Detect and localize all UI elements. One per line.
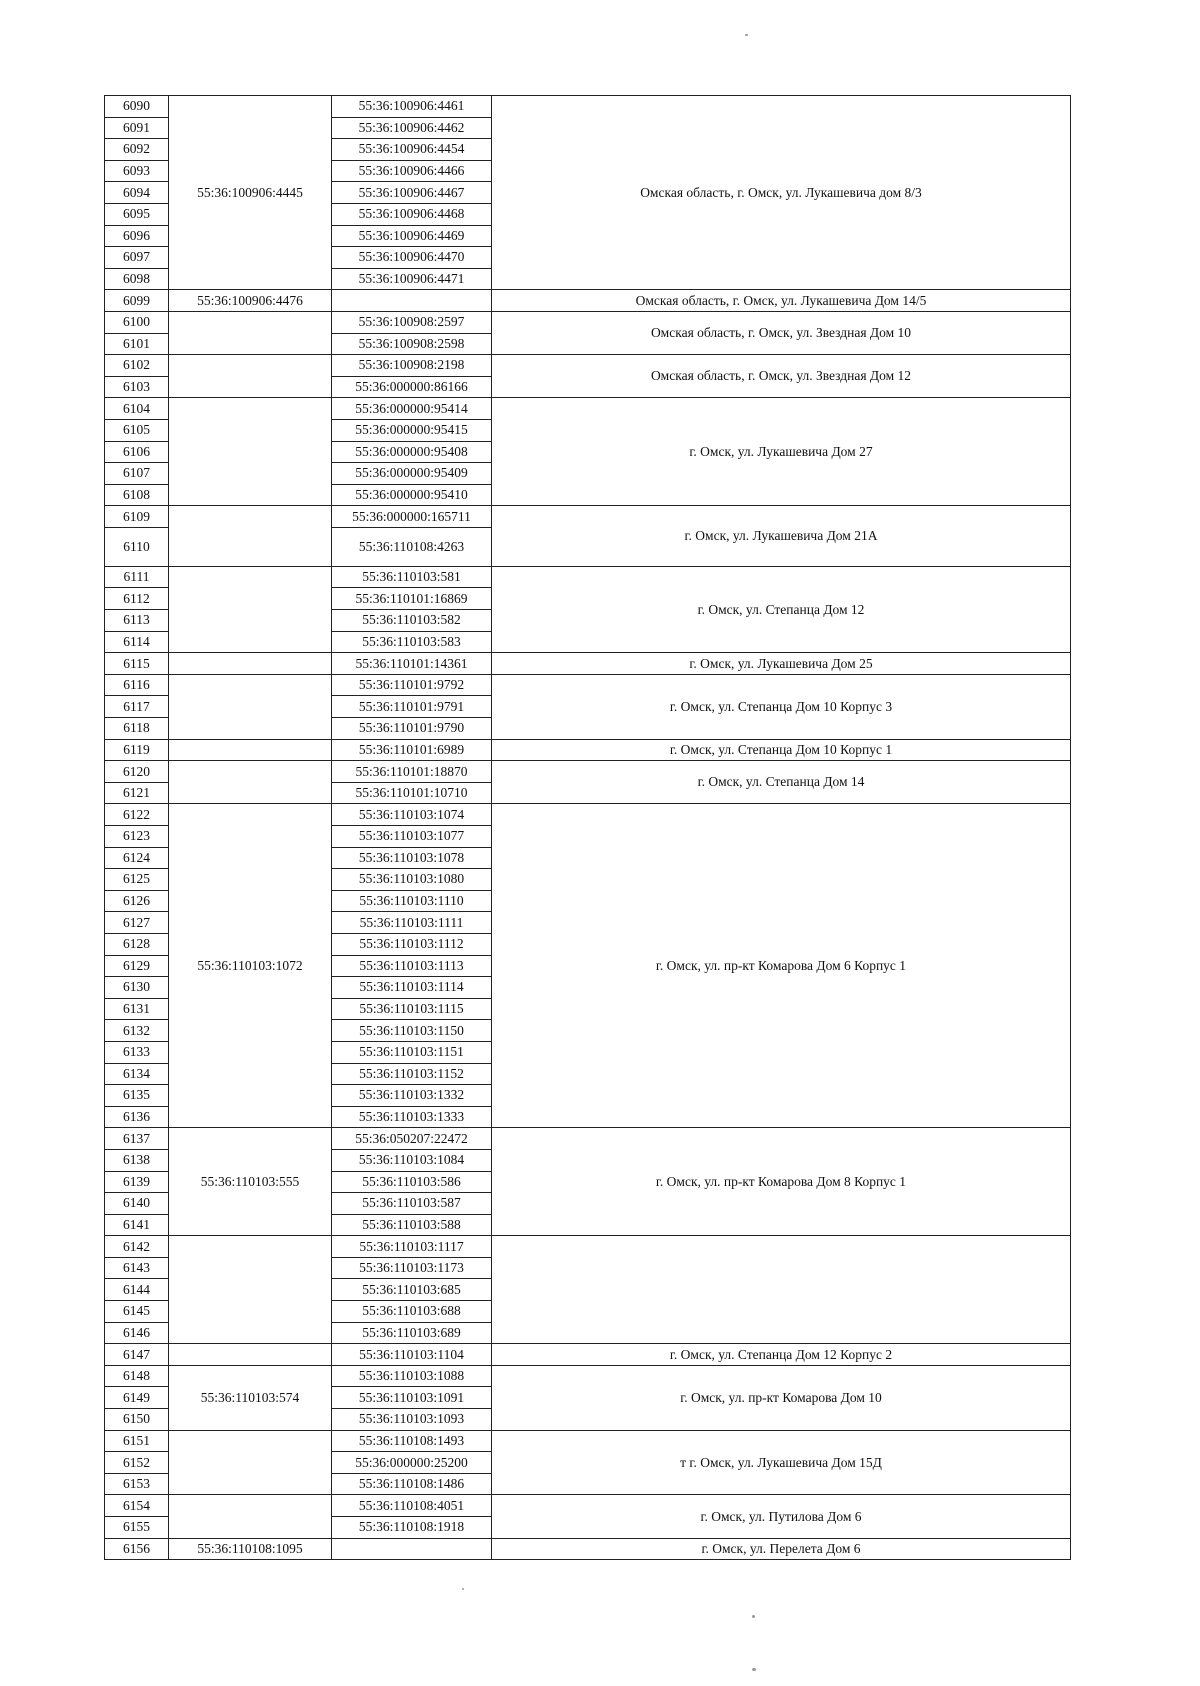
address-cell: г. Омск, ул. пр-кт Комарова Дом 10	[492, 1365, 1071, 1430]
row-number-cell: 6129	[105, 955, 169, 977]
row-number-cell: 6121	[105, 782, 169, 804]
address-cell: Омская область, г. Омск, ул. Лукашевича дом 8/3	[492, 96, 1071, 290]
cadastral-number-cell: 55:36:110103:1074	[332, 804, 492, 826]
address-cell: г. Омск, ул. Степанца Дом 12 Корпус 2	[492, 1344, 1071, 1366]
table-row	[105, 653, 1071, 675]
row-number-cell: 6091	[105, 117, 169, 139]
table-row	[105, 311, 1071, 333]
cadastral-number-cell: 55:36:100908:2597	[332, 311, 492, 333]
row-number-cell: 6139	[105, 1171, 169, 1193]
cadastral-number-cell: 55:36:100906:4462	[332, 117, 492, 139]
row-number-cell: 6143	[105, 1257, 169, 1279]
cadastral-number-cell: 55:36:110103:1333	[332, 1106, 492, 1128]
row-number-cell: 6142	[105, 1236, 169, 1258]
cadastral-number-cell: 55:36:100906:4461	[332, 96, 492, 118]
row-number-cell: 6107	[105, 463, 169, 485]
row-number-cell: 6112	[105, 588, 169, 610]
address-cell: г. Омск, ул. Лукашевича Дом 27	[492, 398, 1071, 506]
address-cell: т г. Омск, ул. Лукашевича Дом 15Д	[492, 1430, 1071, 1495]
row-number-cell: 6122	[105, 804, 169, 826]
address-cell: г. Омск, ул. Степанца Дом 12	[492, 566, 1071, 652]
row-number-cell: 6104	[105, 398, 169, 420]
row-number-cell: 6105	[105, 419, 169, 441]
cadastral-number-cell: 55:36:110101:18870	[332, 761, 492, 783]
cadastral-number-cell: 55:36:110108:1493	[332, 1430, 492, 1452]
row-number-cell: 6094	[105, 182, 169, 204]
cadastral-number-cell: 55:36:000000:95408	[332, 441, 492, 463]
cadastral-number-cell: 55:36:110101:6989	[332, 739, 492, 761]
cadastral-number-cell: 55:36:110103:586	[332, 1171, 492, 1193]
row-number-cell: 6146	[105, 1322, 169, 1344]
cadastral-number-cell: 55:36:110103:1078	[332, 847, 492, 869]
address-cell: Омская область, г. Омск, ул. Звездная Дом 12	[492, 355, 1071, 398]
row-number-cell: 6123	[105, 826, 169, 848]
row-number-cell: 6111	[105, 566, 169, 588]
table-row	[105, 1495, 1071, 1517]
cadastral-number-cell: 55:36:100906:4470	[332, 247, 492, 269]
row-number-cell: 6116	[105, 674, 169, 696]
row-number-cell: 6155	[105, 1517, 169, 1539]
cadastral-number-cell: 55:36:110103:1151	[332, 1041, 492, 1063]
cadastral-number-cell: 55:36:110103:1112	[332, 933, 492, 955]
parent-cadastral-number-cell	[169, 1236, 332, 1344]
cadastral-number-cell: 55:36:100906:4466	[332, 160, 492, 182]
row-number-cell: 6140	[105, 1193, 169, 1215]
cadastral-number-cell: 55:36:110108:4263	[332, 527, 492, 566]
cadastral-number-cell: 55:36:110101:16869	[332, 588, 492, 610]
cadastral-number-cell: 55:36:100906:4471	[332, 268, 492, 290]
cadastral-number-cell: 55:36:110103:1152	[332, 1063, 492, 1085]
parent-cadastral-number-cell	[169, 398, 332, 506]
parent-cadastral-number-cell	[169, 739, 332, 761]
parent-cadastral-number-cell: 55:36:100906:4445	[169, 96, 332, 290]
row-number-cell: 6093	[105, 160, 169, 182]
cadastral-number-cell: 55:36:110101:10710	[332, 782, 492, 804]
row-number-cell: 6114	[105, 631, 169, 653]
cadastral-number-cell: 55:36:110108:4051	[332, 1495, 492, 1517]
row-number-cell: 6090	[105, 96, 169, 118]
table-row	[105, 804, 1071, 826]
row-number-cell: 6127	[105, 912, 169, 934]
cadastral-number-cell: 55:36:110103:1077	[332, 826, 492, 848]
row-number-cell: 6149	[105, 1387, 169, 1409]
row-number-cell: 6144	[105, 1279, 169, 1301]
cadastral-number-cell: 55:36:050207:22472	[332, 1128, 492, 1150]
row-number-cell: 6151	[105, 1430, 169, 1452]
parent-cadastral-number-cell: 55:36:110103:574	[169, 1365, 332, 1430]
row-number-cell: 6145	[105, 1301, 169, 1323]
row-number-cell: 6115	[105, 653, 169, 675]
cadastral-number-cell: 55:36:100908:2198	[332, 355, 492, 377]
cadastral-number-cell: 55:36:100906:4469	[332, 225, 492, 247]
parent-cadastral-number-cell	[169, 355, 332, 398]
address-cell: г. Омск, ул. Перелета Дом 6	[492, 1538, 1071, 1560]
row-number-cell: 6092	[105, 139, 169, 161]
row-number-cell: 6154	[105, 1495, 169, 1517]
cadastral-number-cell: 55:36:110103:582	[332, 610, 492, 632]
cadastral-number-cell: 55:36:100906:4468	[332, 203, 492, 225]
row-number-cell: 6147	[105, 1344, 169, 1366]
table-row	[105, 739, 1071, 761]
address-cell: г. Омск, ул. Лукашевича Дом 25	[492, 653, 1071, 675]
cadastral-number-cell: 55:36:100906:4467	[332, 182, 492, 204]
cadastral-number-cell: 55:36:100908:2598	[332, 333, 492, 355]
table-row	[105, 290, 1071, 312]
parent-cadastral-number-cell: 55:36:100906:4476	[169, 290, 332, 312]
row-number-cell: 6133	[105, 1041, 169, 1063]
row-number-cell: 6119	[105, 739, 169, 761]
cadastral-register-table	[104, 95, 1071, 1560]
row-number-cell: 6128	[105, 933, 169, 955]
row-number-cell: 6132	[105, 1020, 169, 1042]
cadastral-number-cell: 55:36:110103:581	[332, 566, 492, 588]
address-cell: г. Омск, ул. Степанца Дом 10 Корпус 1	[492, 739, 1071, 761]
row-number-cell: 6137	[105, 1128, 169, 1150]
scan-speck	[752, 1615, 755, 1618]
row-number-cell: 6095	[105, 203, 169, 225]
cadastral-number-cell: 55:36:110101:9791	[332, 696, 492, 718]
address-cell: Омская область, г. Омск, ул. Звездная Дом 10	[492, 311, 1071, 354]
parent-cadastral-number-cell	[169, 311, 332, 354]
cadastral-number-cell: 55:36:110103:583	[332, 631, 492, 653]
cadastral-number-cell: 55:36:110103:1113	[332, 955, 492, 977]
table-row	[105, 506, 1071, 528]
address-cell	[492, 1236, 1071, 1344]
row-number-cell: 6126	[105, 890, 169, 912]
table-row	[105, 1344, 1071, 1366]
address-cell: Омская область, г. Омск, ул. Лукашевича Дом 14/5	[492, 290, 1071, 312]
cadastral-number-cell: 55:36:110103:1115	[332, 998, 492, 1020]
scan-speck	[752, 1668, 756, 1671]
row-number-cell: 6150	[105, 1409, 169, 1431]
cadastral-number-cell: 55:36:000000:95410	[332, 484, 492, 506]
cadastral-number-cell: 55:36:110103:688	[332, 1301, 492, 1323]
row-number-cell: 6130	[105, 977, 169, 999]
cadastral-number-cell: 55:36:110103:1104	[332, 1344, 492, 1366]
cadastral-number-cell: 55:36:110103:1091	[332, 1387, 492, 1409]
row-number-cell: 6117	[105, 696, 169, 718]
row-number-cell: 6096	[105, 225, 169, 247]
address-cell: г. Омск, ул. Путилова Дом 6	[492, 1495, 1071, 1538]
row-number-cell: 6099	[105, 290, 169, 312]
parent-cadastral-number-cell	[169, 506, 332, 567]
row-number-cell: 6138	[105, 1149, 169, 1171]
cadastral-number-cell: 55:36:000000:165711	[332, 506, 492, 528]
cadastral-number-cell: 55:36:110103:588	[332, 1214, 492, 1236]
row-number-cell: 6125	[105, 869, 169, 891]
cadastral-number-cell: 55:36:110103:1173	[332, 1257, 492, 1279]
row-number-cell: 6098	[105, 268, 169, 290]
row-number-cell: 6106	[105, 441, 169, 463]
cadastral-number-cell: 55:36:110101:9790	[332, 718, 492, 740]
parent-cadastral-number-cell	[169, 761, 332, 804]
cadastral-number-cell: 55:36:110108:1918	[332, 1517, 492, 1539]
row-number-cell: 6141	[105, 1214, 169, 1236]
cadastral-number-cell: 55:36:000000:95415	[332, 419, 492, 441]
cadastral-number-cell	[332, 290, 492, 312]
row-number-cell: 6110	[105, 527, 169, 566]
cadastral-number-cell: 55:36:110103:1093	[332, 1409, 492, 1431]
table-row	[105, 1365, 1071, 1387]
cadastral-number-cell	[332, 1538, 492, 1560]
cadastral-number-cell: 55:36:110103:1084	[332, 1149, 492, 1171]
row-number-cell: 6101	[105, 333, 169, 355]
parent-cadastral-number-cell	[169, 653, 332, 675]
parent-cadastral-number-cell: 55:36:110103:1072	[169, 804, 332, 1128]
table-body	[105, 96, 1071, 1560]
row-number-cell: 6118	[105, 718, 169, 740]
cadastral-number-cell: 55:36:110103:1111	[332, 912, 492, 934]
table-row	[105, 96, 1071, 118]
row-number-cell: 6097	[105, 247, 169, 269]
cadastral-number-cell: 55:36:110103:1088	[332, 1365, 492, 1387]
table-row	[105, 398, 1071, 420]
parent-cadastral-number-cell: 55:36:110108:1095	[169, 1538, 332, 1560]
cadastral-number-cell: 55:36:110103:1110	[332, 890, 492, 912]
cadastral-number-cell: 55:36:110101:9792	[332, 674, 492, 696]
table-row	[105, 674, 1071, 696]
cadastral-number-cell: 55:36:000000:86166	[332, 376, 492, 398]
parent-cadastral-number-cell	[169, 1344, 332, 1366]
cadastral-number-cell: 55:36:000000:25200	[332, 1452, 492, 1474]
table-row	[105, 566, 1071, 588]
row-number-cell: 6148	[105, 1365, 169, 1387]
parent-cadastral-number-cell	[169, 1430, 332, 1495]
address-cell: г. Омск, ул. пр-кт Комарова Дом 6 Корпус 1	[492, 804, 1071, 1128]
cadastral-number-cell: 55:36:100906:4454	[332, 139, 492, 161]
cadastral-number-cell: 55:36:000000:95414	[332, 398, 492, 420]
cadastral-number-cell: 55:36:110103:689	[332, 1322, 492, 1344]
row-number-cell: 6156	[105, 1538, 169, 1560]
row-number-cell: 6100	[105, 311, 169, 333]
scan-speck	[745, 34, 748, 36]
cadastral-number-cell: 55:36:110103:1114	[332, 977, 492, 999]
parent-cadastral-number-cell: 55:36:110103:555	[169, 1128, 332, 1236]
table-row	[105, 1538, 1071, 1560]
row-number-cell: 6134	[105, 1063, 169, 1085]
cadastral-number-cell: 55:36:110103:587	[332, 1193, 492, 1215]
table-row	[105, 761, 1071, 783]
cadastral-number-cell: 55:36:000000:95409	[332, 463, 492, 485]
address-cell: г. Омск, ул. пр-кт Комарова Дом 8 Корпус 1	[492, 1128, 1071, 1236]
table-row	[105, 1430, 1071, 1452]
cadastral-number-cell: 55:36:110108:1486	[332, 1473, 492, 1495]
cadastral-number-cell: 55:36:110101:14361	[332, 653, 492, 675]
address-cell: г. Омск, ул. Степанца Дом 14	[492, 761, 1071, 804]
row-number-cell: 6136	[105, 1106, 169, 1128]
cadastral-number-cell: 55:36:110103:1332	[332, 1085, 492, 1107]
row-number-cell: 6102	[105, 355, 169, 377]
row-number-cell: 6120	[105, 761, 169, 783]
parent-cadastral-number-cell	[169, 566, 332, 652]
parent-cadastral-number-cell	[169, 1495, 332, 1538]
row-number-cell: 6109	[105, 506, 169, 528]
row-number-cell: 6135	[105, 1085, 169, 1107]
row-number-cell: 6108	[105, 484, 169, 506]
cadastral-number-cell: 55:36:110103:1117	[332, 1236, 492, 1258]
table-row	[105, 1128, 1071, 1150]
row-number-cell: 6131	[105, 998, 169, 1020]
cadastral-number-cell: 55:36:110103:1150	[332, 1020, 492, 1042]
row-number-cell: 6153	[105, 1473, 169, 1495]
table-row	[105, 1236, 1071, 1258]
cadastral-number-cell: 55:36:110103:685	[332, 1279, 492, 1301]
parent-cadastral-number-cell	[169, 674, 332, 739]
row-number-cell: 6124	[105, 847, 169, 869]
address-cell: г. Омск, ул. Степанца Дом 10 Корпус 3	[492, 674, 1071, 739]
row-number-cell: 6152	[105, 1452, 169, 1474]
row-number-cell: 6113	[105, 610, 169, 632]
row-number-cell: 6103	[105, 376, 169, 398]
cadastral-number-cell: 55:36:110103:1080	[332, 869, 492, 891]
scan-speck	[462, 1588, 464, 1590]
address-cell: г. Омск, ул. Лукашевича Дом 21А	[492, 506, 1071, 567]
table-row	[105, 355, 1071, 377]
